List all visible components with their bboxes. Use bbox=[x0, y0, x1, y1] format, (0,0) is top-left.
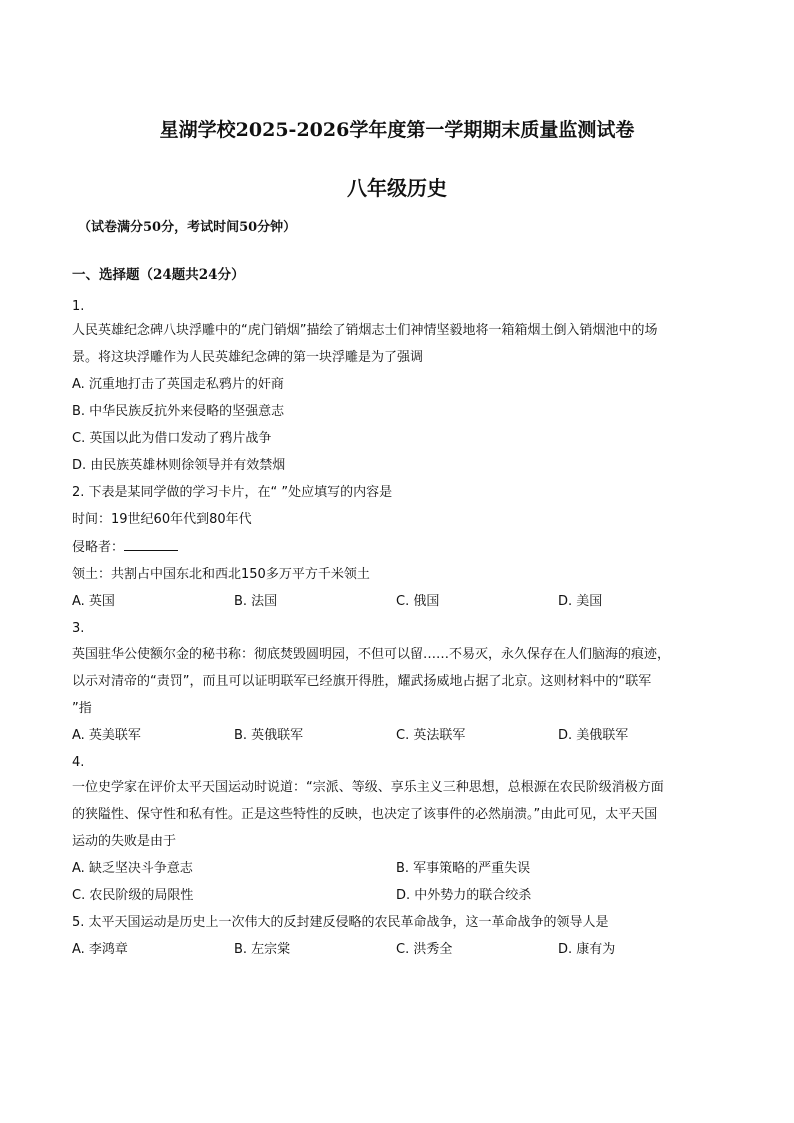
q2-option-a: A. 英国 bbox=[72, 594, 115, 609]
q3-stem-line2: 以示对清帝的“责罚”，而且可以证明联军已经旗开得胜，耀武扬威地占据了北京。这则材料中的“联军 bbox=[72, 674, 652, 689]
q4-stem-line3: 运动的失败是由于 bbox=[72, 834, 177, 849]
q4-stem-line2: 的狭隘性、保守性和私有性。正是这些特性的反映，也决定了该事件的必然崩溃。”由此可见，太平天国 bbox=[72, 807, 658, 822]
q1-option-b: B. 中华民族反抗外来侵略的坚强意志 bbox=[72, 404, 285, 419]
q4-number: 4. bbox=[72, 755, 85, 770]
q4-option-d: D. 中外势力的联合绞杀 bbox=[396, 888, 532, 903]
q1-stem-line1: 人民英雄纪念碑八块浮雕中的“虎门销烟”描绘了销烟志士们神情坚毅地将一箱箱烟土倒入销烟池中的场 bbox=[72, 323, 658, 338]
q4-option-c: C. 农民阶级的局限性 bbox=[72, 888, 194, 903]
q2-card-time: 时间：19世纪60年代到80年代 bbox=[72, 512, 252, 527]
q2-option-d: D. 美国 bbox=[558, 594, 603, 609]
q4-option-b: B. 军事策略的严重失误 bbox=[396, 861, 531, 876]
q1-option-a: A. 沉重地打击了英国走私鸦片的奸商 bbox=[72, 377, 284, 392]
q4-stem-line1: 一位史学家在评价太平天国运动时说道：“宗派、等级、享乐主义三种思想，总根源在农民阶级消极方面 bbox=[72, 780, 664, 795]
q1-number: 1. bbox=[72, 299, 85, 314]
q4-option-a: A. 缺乏坚决斗争意志 bbox=[72, 861, 193, 876]
q3-option-c: C. 英法联军 bbox=[396, 728, 466, 743]
q2-card-invader-label: 侵略者： bbox=[72, 540, 125, 555]
q2-card-invader bbox=[72, 537, 178, 558]
q5-option-b: B. 左宗棠 bbox=[234, 942, 291, 957]
q1-stem-line2: 景。将这块浮雕作为人民英雄纪念碑的第一块浮雕是为了强调 bbox=[72, 350, 424, 365]
q5-option-a: A. 李鸿章 bbox=[72, 942, 128, 957]
exam-note: （试卷满分50分，考试时间50分钟） bbox=[78, 220, 297, 235]
q3-option-a: A. 英美联军 bbox=[72, 728, 141, 743]
answer-blank bbox=[124, 537, 178, 551]
q5-option-d: D. 康有为 bbox=[558, 942, 616, 957]
q1-option-d: D. 由民族英雄林则徐领导并有效禁烟 bbox=[72, 458, 286, 473]
q2-option-b: B. 法国 bbox=[234, 594, 278, 609]
q2-stem: 2. 下表是某同学做的学习卡片，在“ ”处应填写的内容是 bbox=[72, 485, 393, 500]
section-heading: 一、选择题（24题共24分） bbox=[72, 267, 245, 283]
exam-subtitle: 八年级历史 bbox=[347, 176, 447, 200]
q3-option-b: B. 英俄联军 bbox=[234, 728, 304, 743]
q1-option-c: C. 英国以此为借口发动了鸦片战争 bbox=[72, 431, 272, 446]
q2-card-territory: 领土：共割占中国东北和西北150多万平方千米领土 bbox=[72, 567, 370, 582]
q3-number: 3. bbox=[72, 621, 85, 636]
q3-stem-line3: ”指 bbox=[72, 701, 92, 716]
exam-title: 星湖学校2025-2026学年度第一学期期末质量监测试卷 bbox=[159, 119, 635, 141]
q5-option-c: C. 洪秀全 bbox=[396, 942, 453, 957]
q3-option-d: D. 美俄联军 bbox=[558, 728, 629, 743]
q2-option-c: C. 俄国 bbox=[396, 594, 440, 609]
q3-stem-line1: 英国驻华公使额尔金的秘书称：彻底焚毁圆明园，不但可以留……不易灭，永久保存在人们脑海的痕迹， bbox=[72, 647, 671, 662]
q5-stem: 5. 太平天国运动是历史上一次伟大的反封建反侵略的农民革命战争，这一革命战争的领导人是 bbox=[72, 915, 609, 930]
